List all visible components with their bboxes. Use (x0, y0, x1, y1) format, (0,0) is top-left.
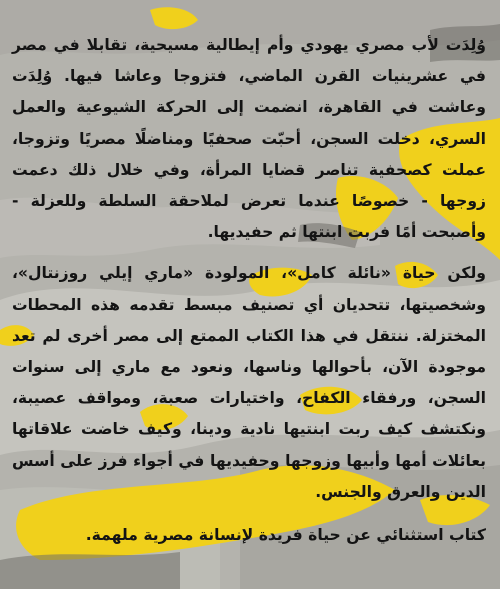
paragraph-biography: وُلِدَت لأب مصري يهودي وأم إيطالية مسيحية، تقابلا في مصر في عشرينيات القرن الماضي، فتزوجا وعاشا فيها. وُلِدَت وعاشت في القاهرة، انضمت إلى الحركة الشيوعية والعمل السري، دخلت السجن، أحبّت صحفيًا ومناضلًا مصريًا وتزوجا، عملت كصحفية تناصر قضايا المرأة، وفي خلال ذلك دعمت زوجها - خصوصًا عندما تعرض لملاحقة السلطة وللعزلة - وأصبحت أمًا فربت ابنتها ثم حفيديها. (12, 36, 486, 242)
paragraph-book-summary: ولكن حياة «نائلة كامل»، المولودة «ماري إيلي روزنتال»، وشخصيتها، تتحديان أي تصنيف مبسط تقدمه هذه المحطات المختزلة. ننتقل في هذا الكتاب الممتع إلى مصر أخرى لم تعد موجودة الآن، بأحوالها وناسها، ونعود مع ماري إلى سنوات السجن، ورفقاء الكفاح، واختيارات صعبة، ومواقف عصيبة، ونكتشف كيف ربت ابنتيها نادية ودينا، وكيف خاضت علاقاتها بعائلات أمها وأبيها وزوجها وحفيديها في أجواء فرز على أسس الدين والعرق والجنس. (12, 264, 486, 501)
back-cover-blurb (12, 30, 486, 551)
paragraph-tagline: كتاب استثنائي عن حياة فريدة لإنسانة مصرية ملهمة. (85, 526, 486, 545)
